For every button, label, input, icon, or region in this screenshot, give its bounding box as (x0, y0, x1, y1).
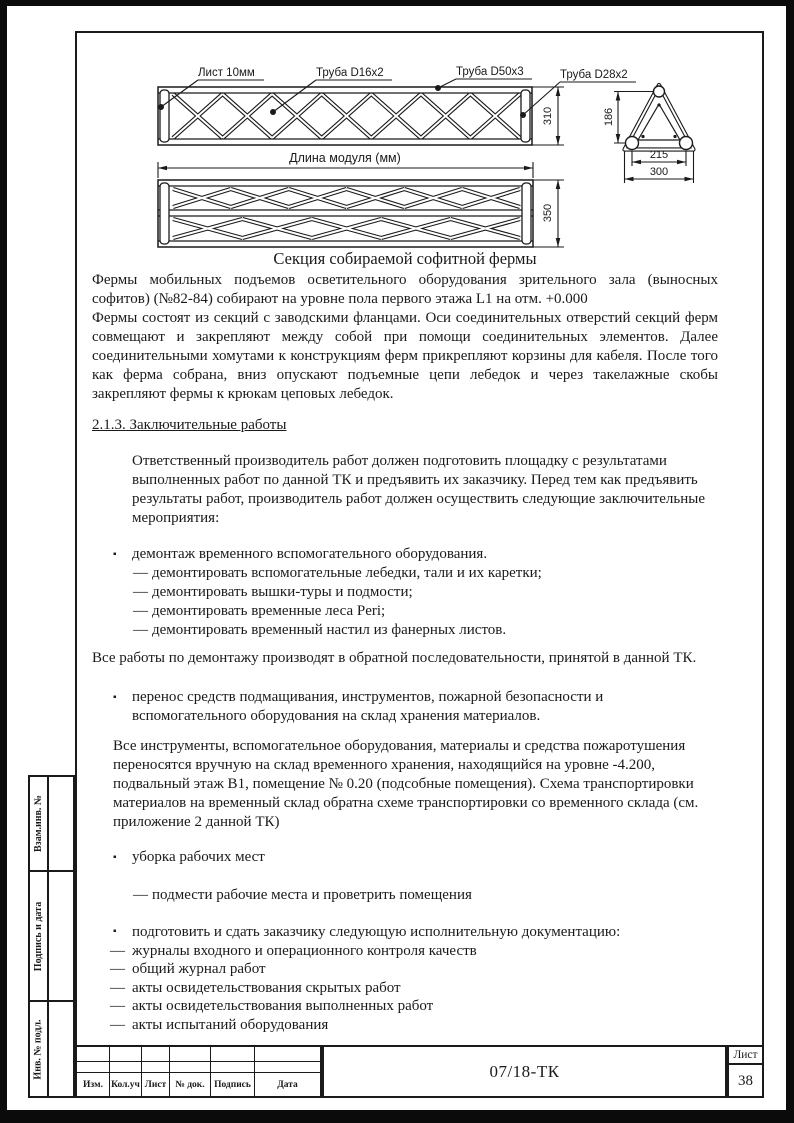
stamp-empty-cell (170, 1062, 211, 1073)
section-heading-wrap (92, 416, 718, 435)
leader-lines (161, 79, 636, 115)
list-item: — акты освидетельствования выполненных работ (110, 998, 434, 1014)
list-item: — демонтировать временный настил из фанерных листов. (133, 622, 507, 638)
bullet-transfer (92, 688, 718, 726)
stamp-empty-cell (77, 1062, 110, 1073)
bullet-list-dismantling (92, 545, 718, 640)
dimension-300: 300 (649, 166, 669, 178)
stamp-empty-cell (170, 1047, 211, 1062)
sidebar-box-podpis-data (28, 870, 75, 1002)
dimension-module-length: Длина модуля (мм) (289, 151, 401, 165)
stamp-column-koluch: Кол.уч (110, 1073, 142, 1096)
documentation-list (92, 923, 718, 1034)
dash-marker: — (110, 1016, 125, 1033)
stamp-empty-cell (255, 1047, 320, 1062)
square-bullet-icon: ▪ (113, 549, 117, 560)
stamp-empty-cell (255, 1062, 320, 1073)
list-item: ▪ демонтаж временного вспомогательного оборудования. (113, 546, 488, 562)
figure-caption: Секция собираемой софитной фермы (273, 249, 537, 268)
sheet-number: 38 (738, 1073, 753, 1089)
callout-sheet-10mm: Лист 10мм (198, 67, 255, 79)
stamp-empty-cell (110, 1047, 142, 1062)
dash-marker: — (133, 887, 148, 903)
sidebar-box-blank (49, 1002, 73, 1096)
paragraph-reverse-order: Все работы по демонтажу производят в обратной последовательности, принятой в данной ТК. (92, 650, 697, 666)
square-bullet-icon: ▪ (113, 926, 117, 937)
list-item: — демонтировать вспомогательные лебедки, тали и их каретки; (133, 565, 542, 581)
stamp-revision-table (75, 1045, 322, 1098)
dimension-350: 350 (542, 203, 555, 223)
paragraph-ferms-sections: Фермы состоят из секций с заводскими фланцами. Оси соединительных отверстий секций ферм совмещают и закрепляют между собой при помощи соединительных элементов. Далее соединительными хомутами к конструкциям ферм прикрепляют корзины для кабеля. После того как ферма собрана, вниз опускают подъемные цепи лебедок и через такелажные скобы закрепляют фермы к крюкам цеповых лебедок. (92, 310, 718, 402)
dash-marker: — (133, 622, 148, 638)
list-item: — демонтировать временные леса Peri; (133, 603, 386, 619)
stamp-column-dok: № док. (170, 1073, 211, 1096)
stamp-empty-cell (211, 1062, 255, 1073)
list-item: — акты испытаний оборудования (110, 1016, 329, 1033)
truss1-lattice-core (173, 94, 520, 138)
sidebar-box-label: Инв. № подл. (30, 1002, 49, 1096)
paragraph-storage: Все инструменты, вспомогательное оборудования, материалы и средства пожаротушения переносятся вручную на склад временного хранения, находящийся на уровне -4.200, подвальный этаж В1, помещение № 0.20 (подсобные помещения). Схема транспортировки материалов на временный склад обратна схеме транспортировки со временного склада (см. приложение 2 данной ТК) (113, 738, 699, 830)
paragraph-responsible: Ответственный производитель работ должен подготовить площадку с результатами выполненных работ по данной ТК и предъявить их заказчику. Перед тем как предъявить результаты работ, производитель работ должен осуществить следующие заключительные мероприятия: (132, 453, 706, 526)
stamp-column-list: Лист (142, 1073, 170, 1096)
dash-marker: — (133, 565, 148, 581)
list-item: — журналы входного и операционного контроля качеств (110, 942, 477, 959)
square-bullet-icon: ▪ (113, 692, 117, 703)
stamp-empty-cell (142, 1062, 170, 1073)
truss-figure (80, 50, 740, 262)
dash-marker: — (133, 603, 148, 619)
dimension-186: 186 (603, 107, 616, 127)
dash-marker: — (110, 961, 125, 977)
stamp-empty-cell (110, 1062, 142, 1073)
sheet-number-box (727, 1045, 764, 1098)
stamp-empty-cell (142, 1047, 170, 1062)
cleanup-subitem (92, 886, 718, 905)
sidebar-box-label: Подпись и дата (30, 872, 49, 1000)
square-bullet-icon: ▪ (113, 852, 117, 863)
paragraph-ferms-assembly: Фермы мобильных подъемов осветительного оборудования зрительного зала (выносных софитов) (№82-84) собирают на уровне пола первого этажа L1 на отм. +0.000 (92, 272, 718, 307)
dimension-310: 310 (542, 106, 555, 126)
list-item: — общий журнал работ (110, 961, 266, 977)
document-code: 07/18-ТК (322, 1045, 727, 1098)
callout-tube-d50x3: Труба D50x3 (456, 66, 524, 78)
list-item: — подмести рабочие места и проветрить помещения (133, 887, 472, 903)
list-item: ▪ перенос средств подмащивания, инструментов, пожарной безопасности и вспомогательного оборудования на склад хранения материалов. (113, 689, 604, 724)
stamp-empty-cell (77, 1047, 110, 1062)
dimension-215: 215 (649, 149, 669, 161)
callout-tube-d16x2: Труба D16x2 (316, 67, 384, 79)
sidebar-box-label: Взам.инв. № (30, 777, 49, 870)
stamp-column-izm: Изм. (77, 1073, 110, 1096)
intro-paragraphs (92, 271, 718, 404)
section-heading: 2.1.3. Заключительные работы (92, 417, 287, 433)
dash-marker: — (110, 979, 125, 996)
dash-marker: — (133, 584, 148, 600)
list-item: ▪ уборка рабочих мест (113, 849, 265, 865)
sidebar-box-inv-podl (28, 1000, 75, 1098)
truss2-lattice-casing (173, 189, 520, 238)
sidebar-box-blank (49, 777, 73, 870)
sidebar-box-blank (49, 872, 73, 1000)
stamp-column-data: Дата (277, 1079, 298, 1090)
stamp-empty-cell (211, 1047, 255, 1062)
list-item: — акты освидетельствования скрытых работ (110, 979, 401, 996)
sheet-label: Лист (729, 1047, 762, 1065)
sidebar-box-vzam-inv (28, 775, 75, 872)
callout-tube-d28x2: Труба D28x2 (560, 69, 628, 81)
stamp-column-podpis: Подпись (211, 1073, 255, 1096)
dash-marker: — (110, 942, 125, 959)
list-item: ▪ подготовить и сдать заказчику следующую исполнительную документацию: (113, 924, 621, 940)
dash-marker: — (110, 998, 125, 1014)
list-item: — демонтировать вышки-туры и подмости; (133, 584, 413, 600)
cross-section-triangle (625, 85, 694, 150)
bullet-cleanup (92, 848, 718, 867)
